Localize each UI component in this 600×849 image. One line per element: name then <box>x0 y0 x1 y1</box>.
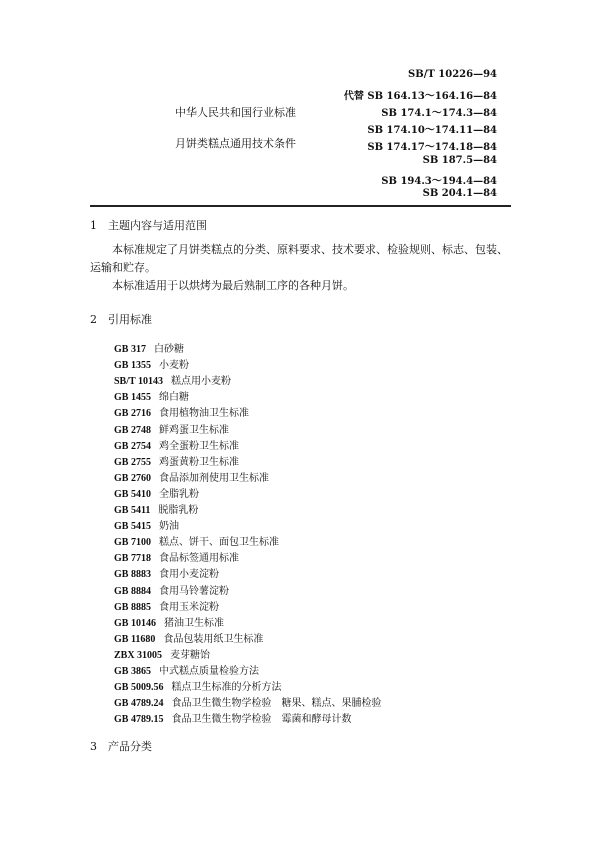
reference-code: GB 2755 <box>114 456 151 468</box>
reference-item <box>114 630 263 645</box>
reference-code: GB 2754 <box>114 440 151 452</box>
section-heading: 1 主题内容与适用范围 <box>90 219 207 232</box>
reference-title: 食品卫生微生物学检验 糖果、糕点、果脯检验 <box>171 698 382 710</box>
reference-title: 糕点、饼干、面包卫生标准 <box>158 537 279 549</box>
reference-item <box>114 340 184 355</box>
reference-code: GB 2760 <box>114 472 151 484</box>
replaces-code: SB 194.3～194.4—84 <box>381 176 497 187</box>
reference-code: GB 5411 <box>114 505 151 516</box>
reference-title: 中式糕点质量检验方法 <box>158 666 259 677</box>
reference-code: GB 5009.56 <box>114 682 164 694</box>
reference-code: GB 8883 <box>114 569 151 581</box>
reference-item <box>114 614 224 629</box>
reference-title: 糕点用小麦粉 <box>171 376 231 388</box>
reference-item <box>114 453 239 468</box>
section-heading: 3 产品分类 <box>90 740 152 753</box>
reference-title: 食用小麦淀粉 <box>158 569 219 581</box>
reference-code: GB 2748 <box>114 424 151 436</box>
reference-title: 食用马铃薯淀粉 <box>158 585 229 597</box>
reference-title: 绵白糖 <box>158 392 189 404</box>
reference-item <box>114 598 219 613</box>
reference-code: SB/T 10143 <box>114 376 163 388</box>
reference-title: 麦芽糖饴 <box>170 649 211 661</box>
reference-code: GB 1455 <box>114 392 151 404</box>
reference-item <box>114 678 281 693</box>
replaces-code: SB 174.10～174.11—84 <box>367 125 497 136</box>
paragraph: 本标准规定了月饼类糕点的分类、原料要求、技术要求、检验规则、标志、包装、运输和贮存。 <box>90 243 508 274</box>
reference-title: 食用植物油卫生标准 <box>158 408 249 420</box>
section-heading: 2 引用标准 <box>90 313 152 326</box>
reference-code: GB 7100 <box>114 537 151 549</box>
reference-item <box>114 710 351 725</box>
reference-code: GB 5415 <box>114 521 151 533</box>
reference-code: GB 4789.24 <box>114 698 164 710</box>
reference-title: 全脂乳粉 <box>158 488 199 500</box>
paragraph: 本标准适用于以烘烤为最后熟制工序的各种月饼。 <box>90 279 354 292</box>
reference-item <box>114 549 239 564</box>
reference-code: GB 8885 <box>114 601 151 613</box>
reference-item <box>114 404 249 419</box>
document-title: 月饼类糕点通用技术条件 <box>175 137 296 150</box>
reference-code: GB 5410 <box>114 488 151 500</box>
reference-code: GB 2716 <box>114 408 151 420</box>
reference-title: 脱脂乳粉 <box>158 505 199 516</box>
reference-title: 鲜鸡蛋卫生标准 <box>158 424 229 436</box>
reference-title: 鸡蛋黄粉卫生标准 <box>158 456 239 468</box>
reference-item <box>114 662 259 677</box>
reference-title: 糕点卫生标准的分析方法 <box>171 682 282 694</box>
reference-code: GB 7718 <box>114 553 151 565</box>
reference-item <box>114 533 279 548</box>
replaces-code: SB 187.5—84 <box>422 155 497 166</box>
header-divider <box>90 205 511 207</box>
reference-title: 鸡全蛋粉卫生标准 <box>158 440 239 452</box>
reference-item <box>114 517 179 532</box>
reference-item <box>114 356 189 371</box>
reference-item <box>114 437 239 452</box>
replaces-code: SB 174.17～174.18—84 <box>367 142 497 153</box>
reference-item <box>114 582 229 597</box>
reference-title: 白砂糖 <box>153 344 184 355</box>
reference-code: GB 4789.15 <box>114 714 164 726</box>
reference-code: GB 1355 <box>114 360 151 372</box>
reference-title: 食品标签通用标准 <box>158 553 239 565</box>
reference-title: 食用玉米淀粉 <box>158 601 219 613</box>
replaces-code: SB 204.1—84 <box>422 188 497 199</box>
replaces-code: SB 174.1～174.3—84 <box>381 108 497 119</box>
standard-code: SB/T 10226—94 <box>408 69 497 80</box>
reference-item <box>114 372 231 387</box>
reference-title: 小麦粉 <box>158 360 189 372</box>
replaces-code: 代替 SB 164.13～164.16—84 <box>343 91 497 102</box>
reference-title: 食品添加剂使用卫生标准 <box>158 472 269 484</box>
reference-item <box>114 388 189 403</box>
reference-item <box>114 565 219 580</box>
reference-item <box>114 421 229 436</box>
reference-code: GB 317 <box>114 344 146 355</box>
reference-item <box>114 646 210 661</box>
reference-code: GB 8884 <box>114 585 151 597</box>
reference-title: 食品包装用纸卫生标准 <box>163 633 264 645</box>
reference-code: ZBX 31005 <box>114 649 163 661</box>
reference-code: GB 3865 <box>114 666 151 677</box>
reference-item <box>114 469 269 484</box>
reference-title: 食品卫生微生物学检验 霉菌和酵母计数 <box>171 714 352 726</box>
issuing-body: 中华人民共和国行业标准 <box>175 106 296 119</box>
reference-item <box>114 501 198 516</box>
reference-title: 猪油卫生标准 <box>163 617 224 629</box>
reference-item <box>114 485 199 500</box>
reference-title: 奶油 <box>158 521 179 533</box>
reference-item <box>114 694 381 709</box>
reference-code: GB 10146 <box>114 617 156 629</box>
reference-code: GB 11680 <box>114 633 156 645</box>
